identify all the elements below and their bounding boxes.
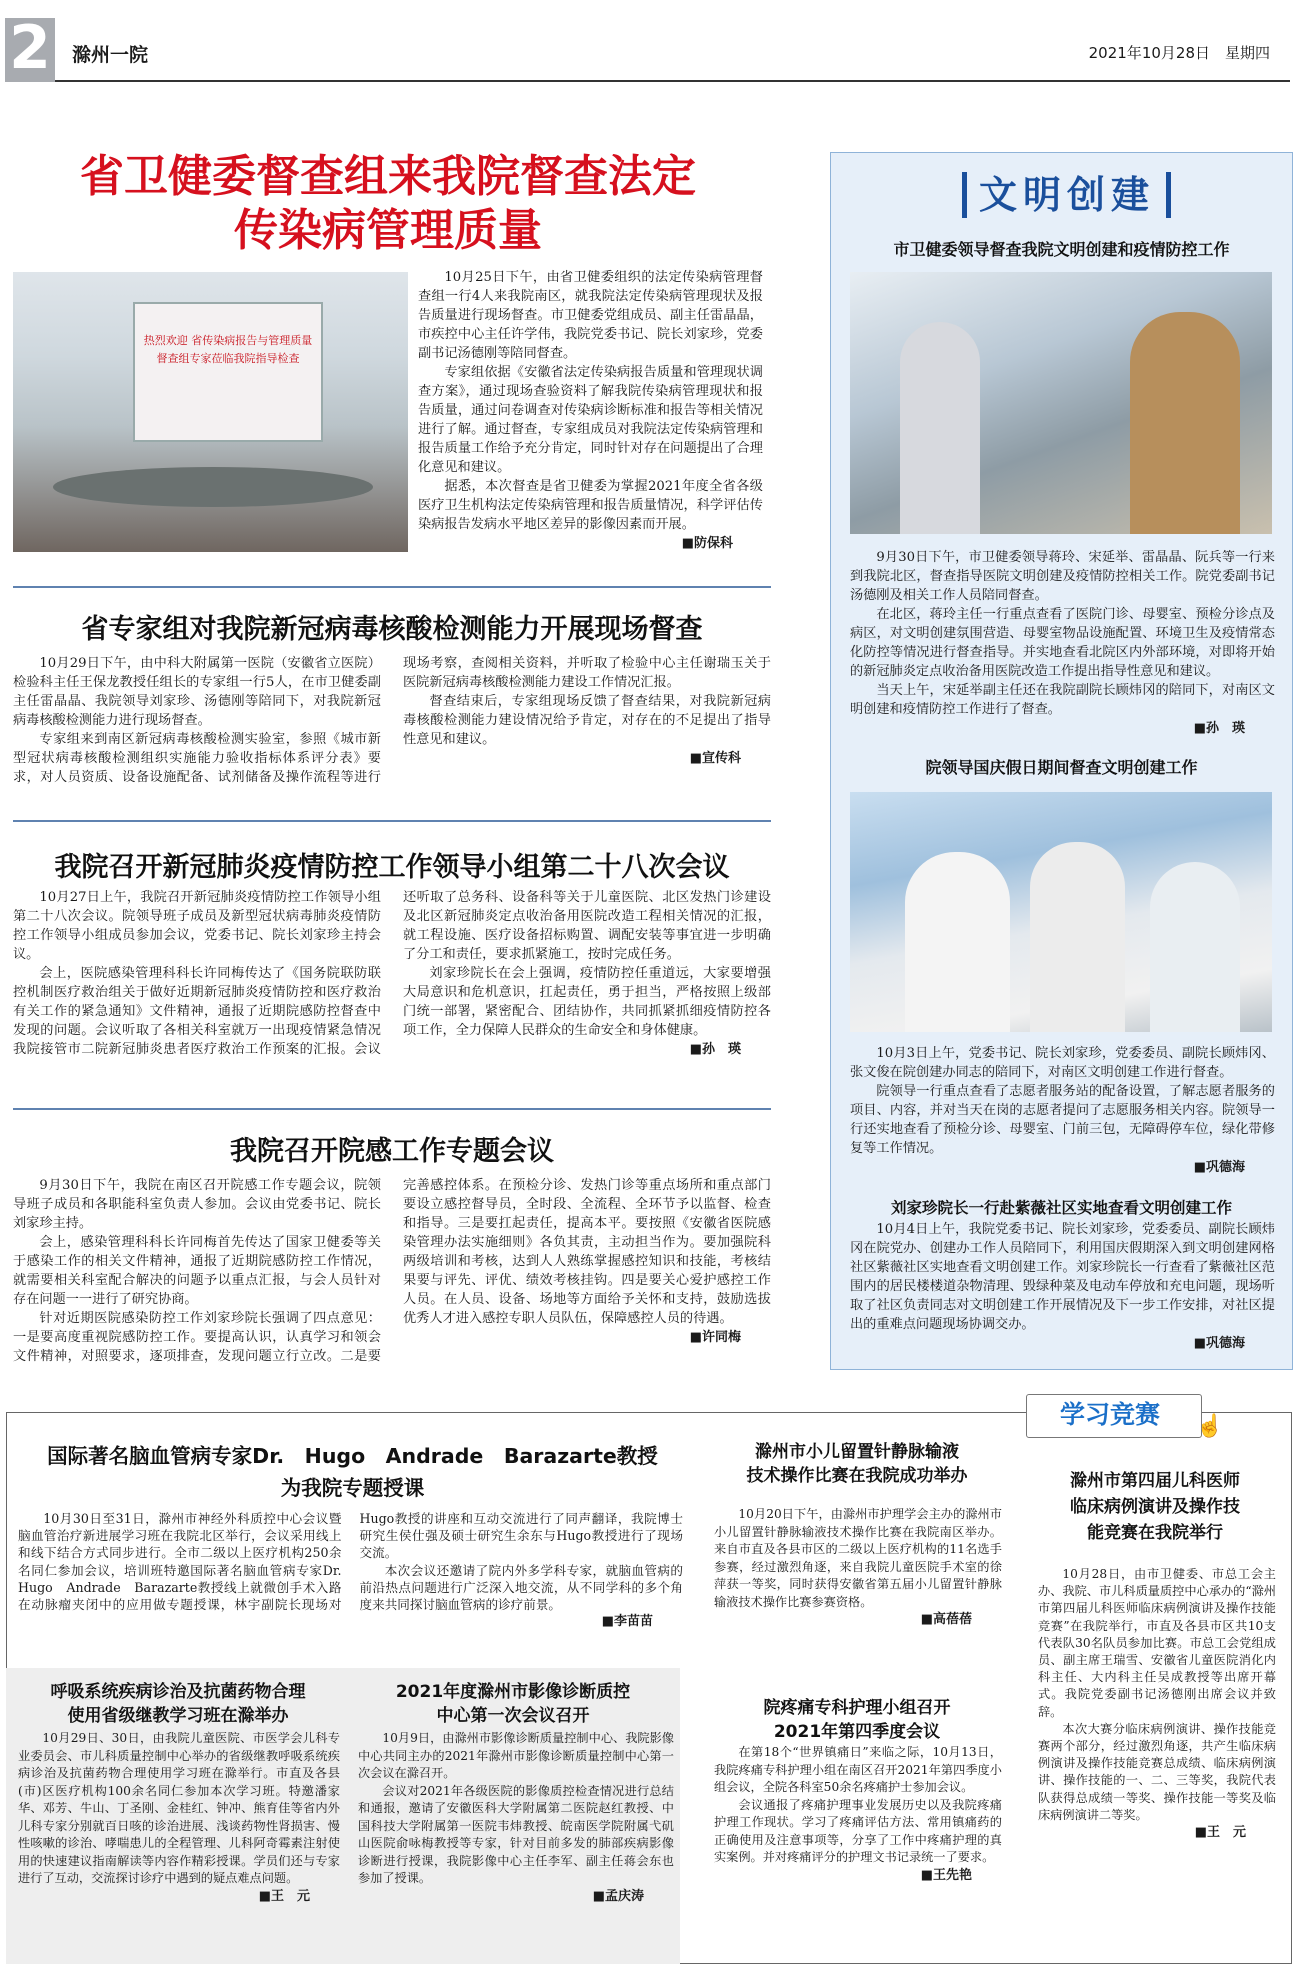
hugo-headline-line1: 国际著名脑血管病专家Dr. Hugo Andrade Barazarte教授 [47,1444,658,1468]
imaging-headline-line1: 2021年度滁州市影像诊断质控 [395,1682,631,1702]
lead-byline: ■防保科 [681,536,733,551]
panel-s2-body [850,1044,1275,1177]
a4-body [13,1176,771,1372]
hugo-headline-line2: 为我院专题授课 [280,1476,425,1500]
panel-s3-para-1: 10月4日上午，我院党委书记、院长刘家珍，党委委员、副院长顾炜冈在院党办、创建办工作人员陪同下，利用国庆假期深入到文明创建网格社区紫薇社区实地查看文明创建工作。刘家珍院长一行查看了紫薇社区范围内的居民楼楼道杂物清理、毁绿种菜及电动车停放和充电问题，现场听取了社区负责同志对文明创建工作开展情况及下一步工作安排，对社区提出的重难点问题现场协调交办。 [850,1222,1275,1332]
photo1-figure-a [900,322,980,534]
panel-label: 文明创建 [978,172,1155,217]
needle-headline-line1: 滁州市小儿留置针静脉输液 [755,1442,959,1462]
ped-headline [1030,1468,1280,1546]
a3-body [13,888,771,1084]
photo-screen [133,302,323,442]
imaging-para-1: 10月9日，由滁州市影像诊断质量控制中心、我院影像中心共同主办的2021年滁州市影像诊断质量控制中心第一次会议在滁召开。 [358,1731,674,1780]
resp-para-1: 10月29日、30日，由我院儿童医院、市医学会儿科专业委员会、市儿科质量控制中心举办的省级继教呼吸系统疾病诊治及抗菌药物合理使用学习班在滁举行。市直及各县(市)区医疗机构100余名同仁参加本次学习班。特邀潘家华、邓芳、牛山、丁圣刚、金桂红、钟冲、熊育佳等省内外儿科专家分别就百日咳的诊治进展、浅谈药物性肾损害、慢性咳嗽的诊治、哮喘患儿的全程管理、儿科阿奇霉素注射使用的快速建议指南解读等内容作精彩授课。学员们还与专家进行了互动，交流探讨诊疗中遇到的疑点难点问题。 [18,1731,340,1885]
a3-byline: ■孙 瑛 [689,1042,741,1057]
panel-s2-para-1: 10月3日上午，党委书记、院长刘家珍，党委委员、副院长顾炜冈、张文俊在院创建办同志的陪同下，对南区文明创建工作进行督查。 [850,1046,1275,1080]
a3-para-3: 刘家珍院长在会上强调，疫情防控任重道远，大家要增强大局意识和危机意识，扛起责任，勇于担当，严格按照上级部门统一部署，紧密配合、团结协作，共同抓紧抓细疫情防控各项工作，全力保障人民群众的生命安全和身体健康。 [403,966,771,1038]
resp-headline-line1: 呼吸系统疾病诊治及抗菌药物合理 [50,1682,306,1702]
panel-s2-byline: ■巩德海 [1193,1160,1245,1175]
pain-body [714,1744,1002,1884]
panel-s3-title: 刘家珍院长一行赴紫薇社区实地查看文明创建工作 [890,1199,1232,1217]
lead-photo [13,272,408,552]
lead-body [418,268,763,553]
section-name: 滁州一院 [72,44,149,66]
hugo-body [18,1510,683,1652]
resp-body [18,1730,340,1905]
competition-label: 学习竞赛 [1059,1400,1160,1429]
page-number: 2 [9,13,51,83]
hugo-headline [15,1440,690,1504]
divider-1 [13,586,771,588]
a3-headline: 我院召开新冠肺炎疫情防控工作领导小组第二十八次会议 [54,852,730,883]
photo-table [53,467,373,507]
ped-para-1: 10月28日，由市卫健委、市总工会主办、我院、市儿科质量质控中心承办的“滁州市第四届儿科医师临床病例演讲及操作技能竞赛”在我院举行，市直及各县市区共10支代表队30名队员参加比赛。市总工会党组成员、副主席王瑞雪、安徽省儿童医院消化内科主任、大内科主任吴成教授等出席开幕式。我院党委副书记汤德刚出席会议并致辞。 [1038,1567,1276,1719]
ped-headline-line1: 滁州市第四届儿科医师 [1070,1471,1240,1491]
hugo-byline: ■李苗苗 [601,1614,653,1630]
panel-s2-para-2: 院领导一行重点查看了志愿者服务站的配备设置，了解志愿者服务的项目、内容，并对当天在岗的志愿者提问了志愿服务相关内容。院领导一行还实地查看了预检分诊、母婴室、门前三包，无障碍停车位，绿化带修复等工作情况。 [850,1084,1275,1156]
ped-headline-line2: 临床病例演讲及操作技 [1070,1497,1240,1517]
needle-para-1: 10月20日下午，由滁州市护理学会主办的滁州市小儿留置针静脉输液技术操作比赛在我院南区举办。来自市直及各县市区的二级以上医疗机构的11名选手参赛，经过激烈角逐，来自我院儿童医院手术室的徐萍获一等奖，同时获得安徽省第五届小儿留置针静脉输液技术操作比赛参赛资格。 [714,1507,1002,1609]
divider-3 [13,1108,771,1110]
lead-headline-line2: 传染病管理质量 [234,205,542,256]
a2-byline: ■宣传科 [689,751,741,766]
resp-headline [12,1680,344,1728]
a4-para-3: 针对近期医院感染防控工作刘家珍院长强调了四点意见：一是要高度重视院感防控工作。要提高认识，认真学习和领会文件精神，对照要求，逐项排查，发现问题立行立改。二是要完善感控体系。在预检分诊、发热门诊等重点场所和重点部门要设立感控督导员，全时段、全流程、全环节予以监督、检查和指导。三是要扛起责任，提高本平。要按照《安徽省医院感染管理办法实施细则》各负其责，主动担当作为。要加强院科两级培训和考核，达到人人熟练掌握感控知识和技能，考核结果要与评先、评优、绩效考核挂钩。四是要关心爱护感控工作人员。在人员、设备、场地等方面给予关怀和支持，鼓励选拔优秀人才进入感控专职人员队伍，保障感控人员的待遇。 [13,1178,771,1364]
needle-body [714,1506,1002,1628]
resp-headline-line2: 使用省级继教学习班在滁举办 [67,1706,289,1726]
ped-para-2: 本次大赛分临床病例演讲、操作技能竞赛两个部分，经过激烈角逐，共产生临床病例演讲及操作技能竞赛总成绩、临床病例演讲、操作技能的一、二、三等奖，我院代表队获得总成绩一等奖、操作技能一等奖及临床病例演讲二等奖。 [1038,1721,1276,1822]
a2-para-1: 10月29日下午，由中科大附属第一医院（安徽省立医院）检验科主任王保龙教授任组长的专家组一行5人，在市卫健委副主任雷晶晶、我院领导刘家珍、汤德刚等陪同下，对我院新冠病毒核酸检测能力进行现场督查。 [13,656,381,728]
hugo-para-2: 本次会议还邀请了院内外多学科专家，就脑血管病的前沿热点问题进行广泛深入地交流，从不同学科的多个角度来共同探讨脑血管病的诊疗前景。 [359,1562,683,1613]
imaging-headline-line2: 中心第一次会议召开 [436,1706,590,1726]
divider-2 [13,820,771,822]
lead-para-2: 专家组依据《安徽省法定传染病报告质量和管理现状调查方案》，通过现场查验资料了解我院传染病管理现状和报告质量，通过问卷调查对传染病诊断标准和报告等相关情况进行了解。通过督查，专家组成员对我院法定传染病管理和报告质量工作给予充分肯定，同时针对存在问题提出了合理化意见和建议。 [418,365,763,475]
panel-s3-body [850,1220,1275,1353]
pain-headline-line1: 院疼痛专科护理小组召开 [763,1698,951,1718]
a2-para-3: 督查结束后，专家组现场反馈了督查结果，对我院新冠病毒核酸检测能力建设情况给予肯定，对存在的不足提出了指导性意见和建议。 [403,694,771,747]
a4-para-2: 会上，感染管理科科长许同梅首先传达了国家卫健委等关于感染工作的相关文件精神，通报了近期院感防控工作情况，就需要相关科室配合解决的问题予以重点汇报，与会人员针对存在问题一一进行了研究协商。 [13,1235,381,1307]
issue-date: 2021年10月28日 星期四 [1088,44,1270,62]
resp-byline: ■王 元 [258,1888,310,1904]
header-rule [55,80,1290,82]
imaging-body [358,1730,674,1905]
pointer-hand-icon: ☝ [1196,1414,1224,1439]
needle-headline-line2: 技术操作比赛在我院成功举办 [746,1466,968,1486]
needle-byline: ■高蓓蓓 [920,1612,972,1627]
a4-byline: ■许同梅 [689,1330,741,1345]
a4-headline: 我院召开院感工作专题会议 [230,1136,554,1167]
panel-s1-para-2: 在北区，蒋玲主任一行重点查看了医院门诊、母婴室、预检分诊点及病区，对文明创建氛围营造、母婴室物品设施配置、环境卫生及疫情常态化防控等情况进行督查指导。并实地查看北院区内外部环境，对即将开始的新冠肺炎定点收治备用医院改造工作提出指导性意见和建议。 [850,607,1275,679]
lead-para-1: 10月25日下午，由省卫健委组织的法定传染病管理督查组一行4人来我院南区，就我院法定传染病管理现状及报告质量进行现场督查。市卫健委党组成员、副主任雷晶晶，市疾控中心主任许学伟，我院党委书记、院长刘家珍，党委副书记汤德刚等陪同督查。 [418,270,763,361]
photo2-figure-a [905,852,1010,1032]
imaging-byline: ■孟庆涛 [592,1888,644,1904]
ped-byline: ■王 元 [1194,1825,1246,1841]
imaging-headline [352,1680,674,1728]
lead-headline [8,150,768,258]
pain-para-2: 会议通报了疼痛护理事业发展历史以及我院疼痛护理工作现状。学习了疼痛评估方法、常用镇痛药的正确使用及注意事项等，分享了工作中疼痛护理的真实案例。并对疼痛评分的护理文书记录统一了要求。 [714,1797,1002,1864]
a2-body [13,654,771,810]
needle-headline [712,1440,1002,1488]
panel-photo-1 [850,272,1272,534]
ped-body [1038,1566,1276,1841]
lead-headline-line1: 省卫健委督查组来我院督查法定 [80,151,696,202]
a2-para-2: 专家组来到南区新冠病毒核酸检测实验室，参照《城市新型冠状病毒核酸检测组织实施能力验收指标体系评分表》要求，对人员资质、设备设施配备、试剂储备及操作流程等进行现场考察，查阅相关资料，并听取了检验中心主任谢瑞玉关于医院新冠病毒核酸检测能力建设工作情况汇报。 [13,656,771,785]
photo2-figure-b [1030,842,1125,1032]
photo-banner-text: 热烈欢迎 省传染病报告与管理质量督查组专家莅临我院指导检查 [143,334,313,365]
pain-headline [712,1696,1002,1744]
panel-label-bar-left [962,172,967,218]
panel-s1-para-3: 当天上午，宋延举副主任还在我院副院长顾炜冈的陪同下，对南区文明创建和疫情防控工作进行了督查。 [850,683,1275,717]
pain-para-1: 在第18个“世界镇痛日”来临之际，10月13日，我院疼痛专科护理小组在南区召开2021年第四季度小组会议，全院各科室50余名疼痛护士参加会议。 [714,1745,1002,1794]
a3-para-2: 会上，医院感染管理科科长许同梅传达了《国务院联防联控机制医疗救治组关于做好近期新冠肺炎疫情防控和医疗救治有关工作的紧急通知》文件精神，通报了近期院感防控督查中发现的问题。会议听取了各相关科室就万一出现疫情紧急情况我院接管市二院新冠肺炎患者医疗救治工作预案的汇报。会议还听取了总务科、设备科等关于儿童医院、北区发热门诊建设及北区新冠肺炎定点收治备用医院改造工程相关情况的汇报，就工程设施、医疗设备招标购置、调配安装等事宜进一步明确了分工和责任，要求抓紧施工，按时完成任务。 [13,890,771,1057]
pain-headline-line2: 2021年第四季度会议 [773,1722,941,1742]
a3-para-1: 10月27日上午，我院召开新冠肺炎疫情防控工作领导小组第二十八次会议。院领导班子成员及新型冠状病毒肺炎疫情防控工作领导小组成员参加会议，党委书记、院长刘家珍主持会议。 [13,890,381,962]
a2-headline: 省专家组对我院新冠病毒核酸检测能力开展现场督查 [81,614,703,645]
panel-s1-byline: ■孙 瑛 [1193,721,1245,736]
photo1-figure-b [1130,312,1240,534]
hugo-para-1: 10月30日至31日，滁州市神经外科质控中心会议暨脑血管治疗新进展学习班在我院北区举行，会议采用线上和线下结合方式同步进行。全市二级以上医疗机构250余名同仁参加会议，培训班特邀国际著名脑血管病专家Dr. Hugo Andrade Barazarte教授线上就微创手术入路在动脉瘤夹闭中的应用做专题授课，林宇副院长现场对Hugo教授的讲座和互动交流进行了同声翻译，我院博士研究生侯仕强及硕士研究生余东与Hugo教授进行了现场交流。 [18,1511,683,1613]
panel-label-bar-right [1166,172,1171,218]
panel-s3-byline: ■巩德海 [1193,1336,1245,1351]
panel-s1-title: 市卫健委领导督查我院文明创建和疫情防控工作 [893,240,1230,259]
panel-s1-body [850,548,1275,738]
panel-s1-para-1: 9月30日下午，市卫健委领导蒋玲、宋延举、雷晶晶、阮兵等一行来到我院北区，督查指导医院文明创建及疫情防控相关工作。院党委副书记汤德刚及相关工作人员陪同督查。 [850,550,1275,603]
imaging-para-2: 会议对2021年各级医院的影像质控检查情况进行总结和通报，邀请了安徽医科大学附属第二医院赵红教授、中国科技大学附属第一医院韦炜教授、皖南医学院附属弋矶山医院俞咏梅教授等专家，针对目前多发的肺部疾病影像诊断进行授课，我院影像中心主任李军、副主任蒋会东也参加了授课。 [358,1783,674,1885]
panel-s2-title: 院领导国庆假日期间督查文明创建工作 [925,758,1198,777]
a4-para-1: 9月30日下午，我院在南区召开院感工作专题会议，院领导班子成员和各职能科室负责人参加。会议由党委书记、院长刘家珍主持。 [13,1178,381,1231]
photo2-figure-c [1150,862,1240,1032]
lead-para-3: 据悉，本次督查是省卫健委为掌握2021年度全省各级医疗卫生机构法定传染病管理和报告质量情况，科学评估传染病报告发病水平地区差异的影像因素而开展。 [418,479,763,532]
panel-photo-2 [850,792,1272,1032]
pain-byline: ■王先艳 [920,1867,972,1883]
ped-headline-line3: 能竞赛在我院举行 [1087,1523,1223,1543]
